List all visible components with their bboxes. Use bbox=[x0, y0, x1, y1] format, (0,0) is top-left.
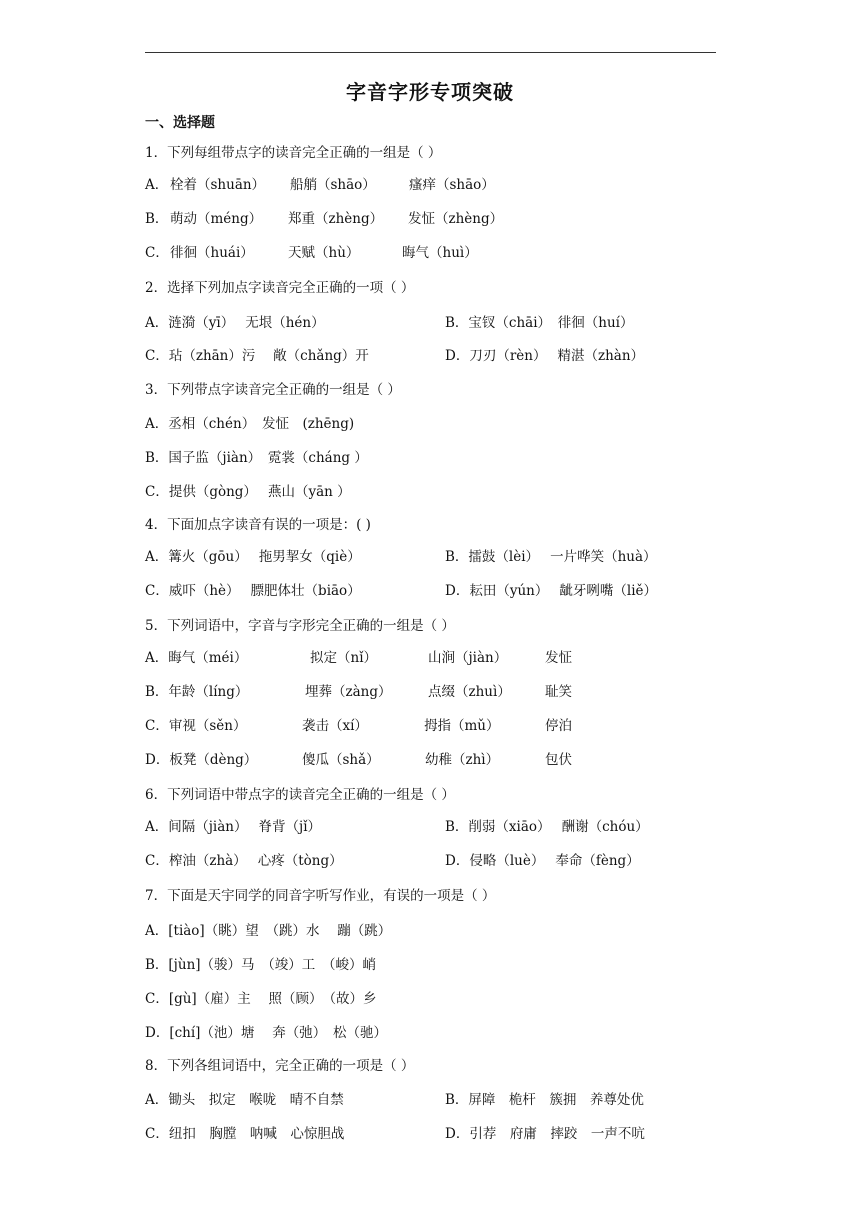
q3-option-c: C．提供（gòng） 燕山（yān ） bbox=[145, 484, 351, 500]
q5-option-b-word4: 耻笑 bbox=[545, 684, 572, 700]
q3-option-a: A．丞相（chén） 发怔 (zhēng) bbox=[145, 416, 355, 432]
q1-option-a-word2: 船艄（shāo） bbox=[290, 177, 376, 193]
q1-option-b-word1: 萌动（méng） bbox=[170, 211, 263, 227]
q7-option-b: B．[jùn]（骏）马 （竣）工 （峻）峭 bbox=[145, 957, 377, 973]
q8-option-a: A．锄头 拟定 喉咙 晴不自禁 bbox=[145, 1092, 344, 1108]
section-heading: 一、选择题 bbox=[145, 115, 215, 131]
q5-option-c-word2: 袭击（xí） bbox=[302, 718, 368, 734]
q5-option-d-word1: D．板凳（dèng） bbox=[145, 752, 258, 768]
q6-option-b: B．削弱（xiāo） 酬谢（chóu） bbox=[445, 819, 649, 835]
q5-option-d-word2: 傻瓜（shǎ） bbox=[302, 752, 380, 768]
q4-option-b: B．擂鼓（lèi） 一片哗笑（huà） bbox=[445, 549, 657, 565]
q1-option-c-word2: 天赋（hù） bbox=[288, 245, 360, 261]
q1-option-b-label: B． bbox=[145, 211, 169, 227]
q2-option-b: B．宝钗（chāi） 徘徊（huí） bbox=[445, 315, 634, 331]
question-2-stem: 2．选择下列加点字读音完全正确的一项（ ） bbox=[145, 280, 415, 296]
page-title: 字音字形专项突破 bbox=[346, 80, 514, 104]
q8-option-d: D．引荐 府庸 摔跤 一声不吭 bbox=[445, 1126, 645, 1142]
question-6-stem: 6．下列词语中带点字的读音完全正确的一组是（ ） bbox=[145, 787, 455, 803]
q5-option-a-word3: 山涧（jiàn） bbox=[428, 650, 508, 666]
q7-option-d: D．[chí]（池）塘 奔（弛） 松（驰） bbox=[145, 1025, 387, 1041]
question-7-stem: 7．下面是天宇同学的同音字听写作业，有误的一项是（ ） bbox=[145, 888, 496, 904]
q2-option-a: A．涟漪（yī） 无垠（hén） bbox=[145, 315, 325, 331]
question-1-stem: 1．下列每组带点字的读音完全正确的一组是（ ） bbox=[145, 145, 442, 161]
q5-option-a-word2: 拟定（nǐ） bbox=[310, 650, 378, 666]
q1-option-c-label: C． bbox=[145, 245, 169, 261]
q2-option-d: D．刀刃（rèn） 精湛（zhàn） bbox=[445, 348, 645, 364]
q4-option-a: A．篝火（gōu） 拖男挈女（qiè） bbox=[145, 549, 361, 565]
header-rule bbox=[145, 52, 716, 53]
q5-option-d-word3: 幼稚（zhì） bbox=[425, 752, 500, 768]
q1-option-b-word3: 发怔（zhèng） bbox=[408, 211, 504, 227]
q1-option-c-word3: 晦气（huì） bbox=[402, 245, 478, 261]
q3-option-b: B．国子监（jiàn） 霓裳（cháng ） bbox=[145, 450, 368, 466]
q1-option-b-word2: 郑重（zhèng） bbox=[288, 211, 384, 227]
q7-option-a: A．[tiào]（眺）望 （跳）水 蹦（跳） bbox=[145, 923, 392, 939]
q5-option-a-word4: 发怔 bbox=[545, 650, 572, 666]
q8-option-c: C．纽扣 胸膛 呐喊 心惊胆战 bbox=[145, 1126, 345, 1142]
q7-option-c: C．[gù]（雇）主 照（顾） （故）乡 bbox=[145, 991, 377, 1007]
question-8-stem: 8．下列各组词语中，完全正确的一项是（ ） bbox=[145, 1058, 415, 1074]
q1-option-a-word3: 瘙痒（shāo） bbox=[409, 177, 495, 193]
q4-option-d: D．耘田（yún） 龇牙咧嘴（liě） bbox=[445, 583, 658, 599]
q4-option-c: C．威吓（hè） 膘肥体壮（biāo） bbox=[145, 583, 361, 599]
question-5-stem: 5．下列词语中，字音与字形完全正确的一组是（ ） bbox=[145, 618, 455, 634]
q1-option-a-word1: 栓着（shuān） bbox=[170, 177, 266, 193]
q6-option-a: A．间隔（jiàn） 脊背（jǐ） bbox=[145, 819, 322, 835]
q8-option-b: B．屏障 桅杆 簇拥 养尊处优 bbox=[445, 1092, 644, 1108]
q1-option-a-label: A． bbox=[145, 177, 169, 193]
question-4-stem: 4．下面加点字读音有误的一项是：( ) bbox=[145, 517, 371, 533]
q5-option-c-word3: 拇指（mǔ） bbox=[424, 718, 500, 734]
q5-option-b-word1: B．年龄（líng） bbox=[145, 684, 249, 700]
q5-option-c-word4: 停泊 bbox=[545, 718, 572, 734]
q5-option-b-word3: 点缀（zhuì） bbox=[428, 684, 511, 700]
q5-option-c-word1: C．审视（sěn） bbox=[145, 718, 247, 734]
q6-option-c: C．榨油（zhà） 心疼（tòng） bbox=[145, 853, 343, 869]
question-3-stem: 3．下列带点字读音完全正确的一组是（ ） bbox=[145, 382, 401, 398]
q6-option-d: D．侵略（luè） 奉命（fèng） bbox=[445, 853, 640, 869]
q1-option-c-word1: 徘徊（huái） bbox=[170, 245, 254, 261]
q2-option-c: C．玷（zhān）污 敞（chǎng）开 bbox=[145, 348, 369, 364]
q5-option-d-word4: 包伏 bbox=[545, 752, 572, 768]
q5-option-a-word1: A．晦气（méi） bbox=[145, 650, 248, 666]
q5-option-b-word2: 埋葬（zàng） bbox=[305, 684, 392, 700]
